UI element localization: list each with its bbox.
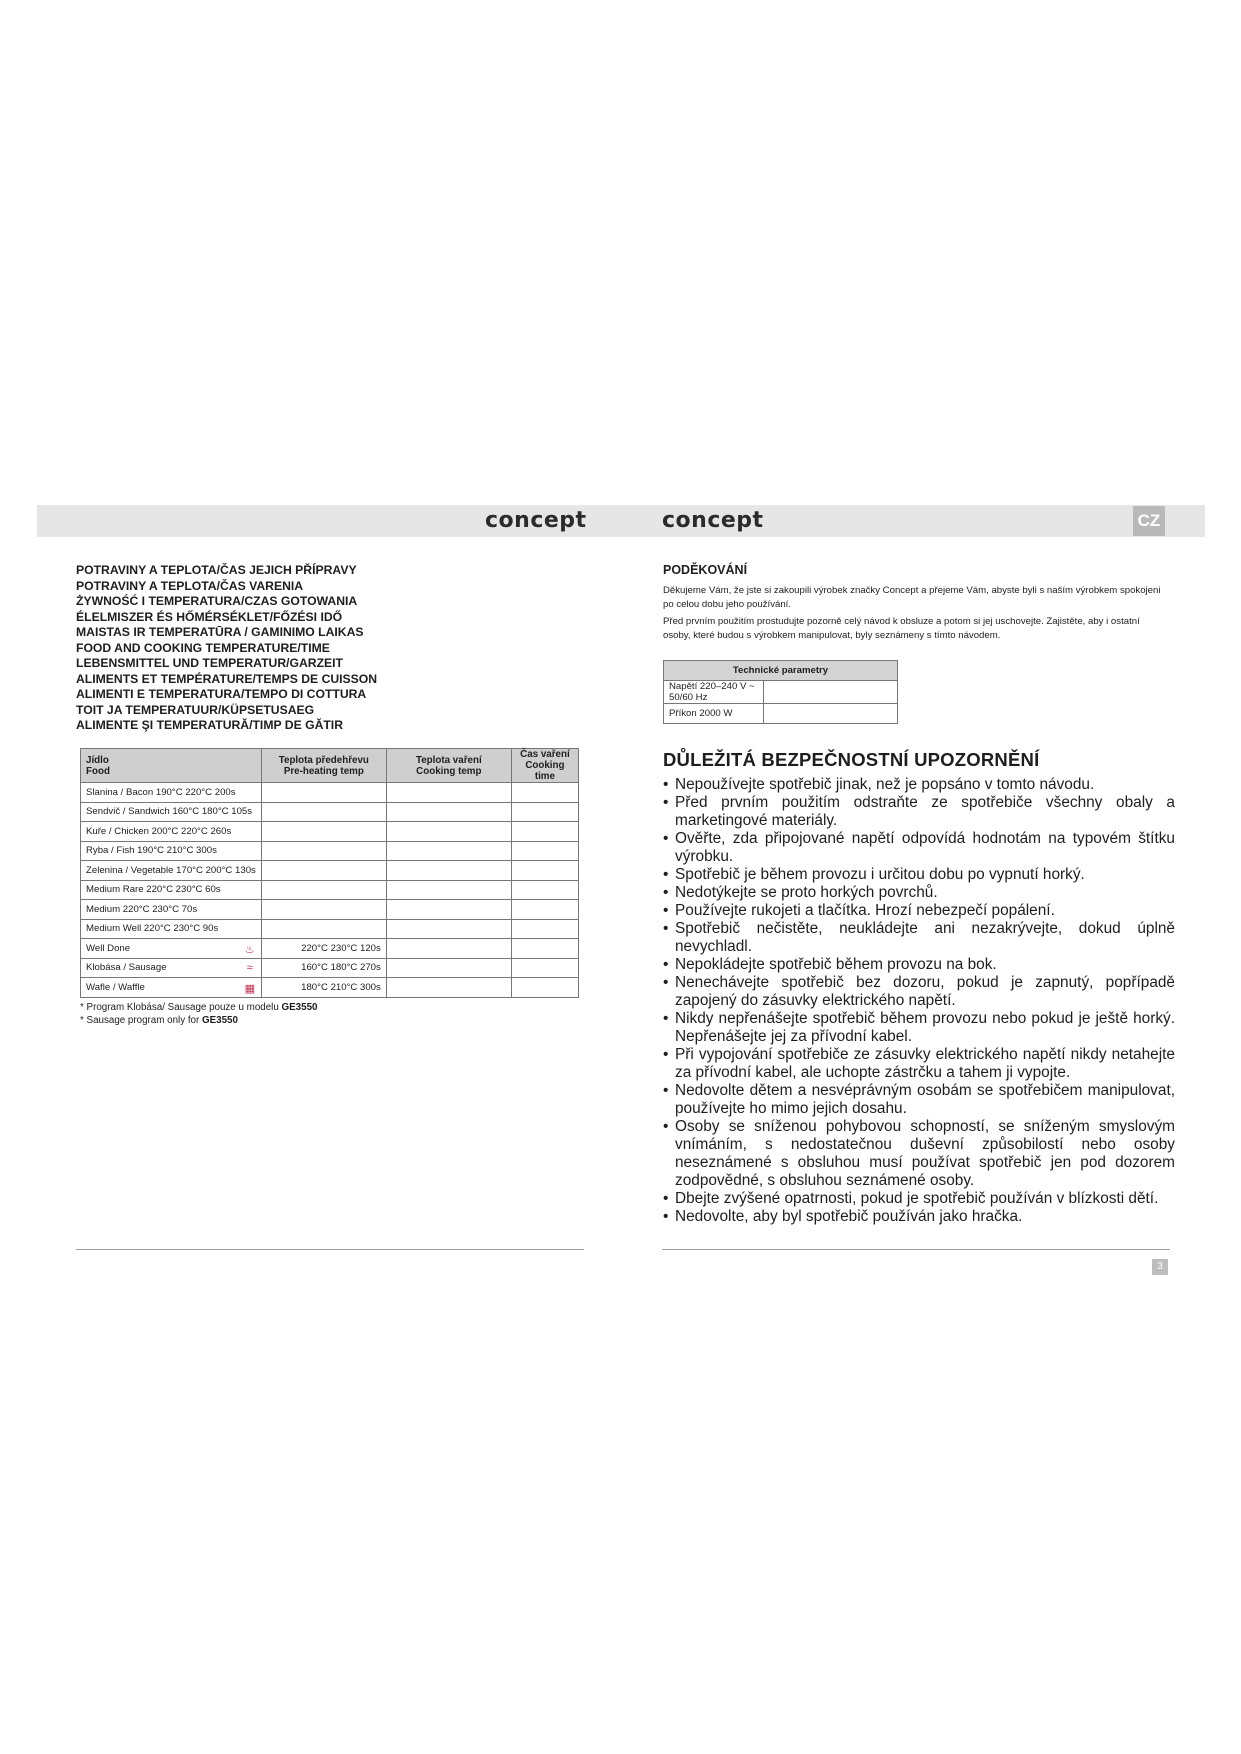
- header-cooking-temp: Teplota vaření Cooking temp: [386, 749, 511, 783]
- food-cell: Medium Well 220°C 230°C 90s: [81, 919, 262, 939]
- table-row: [81, 880, 579, 900]
- title-line: LEBENSMITTEL UND TEMPERATUR/GARZEIT: [76, 656, 343, 670]
- brand-logo-right: concept: [662, 508, 764, 533]
- preheat-cell: 180°C 210°C 300s: [261, 978, 386, 998]
- cooking-temp-cell: [386, 939, 511, 959]
- safety-item: • Nedovolte dětem a nesvéprávným osobám se spotřebičem manipulovat, používejte ho mimo jejich dosahu.: [663, 1082, 1175, 1118]
- cooking-temp-cell: [386, 783, 511, 803]
- table-row: [81, 978, 579, 998]
- preheat-cell: [261, 822, 386, 842]
- food-cell: Klobása / Sausage ≈: [81, 958, 262, 978]
- preheat-cell: [261, 783, 386, 803]
- params-label: Příkon 2000 W: [664, 704, 764, 724]
- header-preheat: Teplota předehřevu Pre-heating temp: [261, 749, 386, 783]
- cooking-temp-cell: [386, 978, 511, 998]
- cooking-time-cell: [511, 783, 578, 803]
- safety-item: • Při vypojování spotřebiče ze zásuvky elektrického napětí nikdy netahejte za přívodní kabel, ale uchopte zástrčku a tahem ji vypojte.: [663, 1046, 1175, 1082]
- cooking-time-cell: [511, 880, 578, 900]
- preheat-cell: [261, 880, 386, 900]
- thanks-paragraph: Děkujeme Vám, že jste si zakoupili výrobek značky Concept a přejeme Vám, abyste byli s naším výrobkem spokojeni po celou dobu jeho používání.: [663, 585, 1161, 610]
- thanks-text: [663, 584, 1168, 646]
- safety-item: • Nedovolte, aby byl spotřebič používán jako hračka.: [663, 1208, 1175, 1226]
- preheat-cell: [261, 861, 386, 881]
- safety-title: DŮLEŽITÁ BEZPEČNOSTNÍ UPOZORNĚNÍ: [663, 749, 1040, 770]
- cooking-table-header: [81, 749, 579, 783]
- table-row: [81, 861, 579, 881]
- title-line: ALIMENTI E TEMPERATURA/TEMPO DI COTTURA: [76, 687, 367, 701]
- footnote: * Sausage program only for GE3550: [80, 1015, 238, 1026]
- sausage-icon: ≈: [246, 962, 253, 975]
- cooking-time-cell: [511, 802, 578, 822]
- brand-logo-left: concept: [485, 508, 587, 533]
- params-row: [664, 704, 898, 724]
- cooking-time-cell: [511, 958, 578, 978]
- preheat-cell: 160°C 180°C 270s: [261, 958, 386, 978]
- safety-item: • Nepokládejte spotřebič během provozu na bok.: [663, 956, 1175, 974]
- title-line: POTRAVINY A TEPLOTA/ČAS JEJICH PŘÍPRAVY: [76, 563, 357, 577]
- title-line: TOIT JA TEMPERATUUR/KÜPSETUSAEG: [76, 702, 315, 717]
- preheat-cell: [261, 919, 386, 939]
- table-row: [81, 919, 579, 939]
- safety-item: • Spotřebič je během provozu i určitou dobu po vypnutí horký.: [663, 866, 1175, 884]
- page-number: 3: [1152, 1259, 1168, 1275]
- food-cell: Slanina / Bacon 190°C 220°C 200s: [81, 783, 262, 803]
- cooking-time-cell: [511, 861, 578, 881]
- table-row: [81, 822, 579, 842]
- cooking-time-cell: [511, 939, 578, 959]
- cooking-temp-cell: [386, 822, 511, 842]
- table-row: [81, 802, 579, 822]
- cooking-time-cell: [511, 822, 578, 842]
- technical-parameters-table: [663, 660, 898, 724]
- table-row: [81, 939, 579, 959]
- food-cell: Wafle / Waffle ▦: [81, 978, 262, 998]
- preheat-cell: 220°C 230°C 120s: [261, 939, 386, 959]
- safety-item: • Nedotýkejte se proto horkých povrchů.: [663, 884, 1175, 902]
- cooking-time-cell: [511, 919, 578, 939]
- header-food: Jídlo Food: [81, 749, 262, 783]
- food-cell: Sendvič / Sandwich 160°C 180°C 105s: [81, 802, 262, 822]
- title-line: POTRAVINY A TEPLOTA/ČAS VARENIA: [76, 578, 304, 593]
- preheat-cell: [261, 841, 386, 861]
- params-row: [664, 681, 898, 704]
- params-value: [764, 704, 898, 724]
- food-cell: Zelenina / Vegetable 170°C 200°C 130s: [81, 861, 262, 881]
- table-row: [81, 841, 579, 861]
- cooking-temp-cell: [386, 900, 511, 920]
- title-line: ÉLELMISZER ÉS HŐMÉRSÉKLET/FŐZÉSI IDŐ: [76, 609, 343, 624]
- table-row: [81, 783, 579, 803]
- food-cell: Well Done ♨: [81, 939, 262, 959]
- table-row: [81, 900, 579, 920]
- params-title: Technické parametry: [664, 661, 898, 681]
- preheat-cell: [261, 900, 386, 920]
- params-value: [764, 681, 898, 704]
- safety-item: • Před prvním použitím odstraňte ze spotřebiče všechny obaly a marketingové materiály.: [663, 794, 1175, 830]
- title-line: ŻYWNOŚĆ I TEMPERATURA/CZAS GOTOWANIA: [76, 594, 358, 608]
- food-cell: Kuře / Chicken 200°C 220°C 260s: [81, 822, 262, 842]
- language-badge: CZ: [1133, 506, 1165, 536]
- preheat-cell: [261, 802, 386, 822]
- cooking-temp-cell: [386, 802, 511, 822]
- waffle-icon: ▦: [244, 982, 256, 995]
- table-row: [81, 958, 579, 978]
- cooking-temp-cell: [386, 958, 511, 978]
- steak-icon: ♨: [244, 943, 255, 956]
- food-cell: Medium Rare 220°C 230°C 60s: [81, 880, 262, 900]
- safety-item: • Používejte rukojeti a tlačítka. Hrozí nebezpečí popálení.: [663, 902, 1175, 920]
- safety-item: • Ověřte, zda připojované napětí odpovídá hodnotám na typovém štítku výrobku.: [663, 830, 1175, 866]
- safety-item: • Dbejte zvýšené opatrnosti, pokud je spotřebič používán v blízkosti dětí.: [663, 1190, 1175, 1208]
- footnote: * Program Klobása/ Sausage pouze u modelu GE3550: [80, 1002, 318, 1013]
- food-temperature-titles: [76, 563, 377, 734]
- safety-item: • Nikdy nepřenášejte spotřebič během provozu nebo pokud je ještě horký. Nepřenášejte jej za přívodní kabel.: [663, 1010, 1175, 1046]
- cooking-temp-cell: [386, 919, 511, 939]
- food-cell: Ryba / Fish 190°C 210°C 300s: [81, 841, 262, 861]
- safety-item: • Nenechávejte spotřebič bez dozoru, pokud je zapnutý, popřípadě zapojený do zásuvky elektrického napětí.: [663, 974, 1175, 1010]
- safety-item: • Osoby se sníženou pohybovou schopností, se sníženým smyslovým vnímáním, s nedostatečnou duševní způsobilostí nebo osoby neseznámené s obsluhou musí používat spotřebič jen pod dozorem zodpovědné, s obsluhou seznámené osoby.: [663, 1118, 1175, 1190]
- food-cell: Medium 220°C 230°C 70s: [81, 900, 262, 920]
- divider-left: [76, 1249, 584, 1250]
- header-cooking-time: Čas vaření Cooking time: [511, 749, 578, 783]
- safety-item: • Spotřebič nečistěte, neukládejte ani nezakrývejte, dokud úplně nevychladl.: [663, 920, 1175, 956]
- cooking-temp-cell: [386, 841, 511, 861]
- safety-item: • Nepoužívejte spotřebič jinak, než je popsáno v tomto návodu.: [663, 776, 1175, 794]
- cooking-table: [80, 748, 579, 998]
- cooking-time-cell: [511, 900, 578, 920]
- thanks-title: PODĚKOVÁNÍ: [663, 563, 748, 577]
- cooking-time-cell: [511, 841, 578, 861]
- divider-right: [662, 1249, 1170, 1250]
- cooking-temp-cell: [386, 861, 511, 881]
- title-line: ALIMENTS ET TEMPÉRATURE/TEMPS DE CUISSON: [76, 671, 378, 686]
- footnotes: [80, 1001, 317, 1027]
- header-bar: [37, 505, 1205, 537]
- safety-list: [663, 776, 1175, 1226]
- cooking-temp-cell: [386, 880, 511, 900]
- title-line: MAISTAS IR TEMPERATŪRA / GAMINIMO LAIKAS: [76, 625, 364, 639]
- title-line: FOOD AND COOKING TEMPERATURE/TIME: [76, 640, 330, 655]
- cooking-time-cell: [511, 978, 578, 998]
- params-label: Napětí 220–240 V ~ 50/60 Hz: [664, 681, 764, 704]
- title-line: ALIMENTE ŞI TEMPERATURĂ/TIMP DE GĂTIR: [76, 718, 343, 732]
- thanks-paragraph: Před prvním použitím prostudujte pozorně celý návod k obsluze a potom si jej uschovejte. Zajistěte, aby i ostatní osoby, které budou s výrobkem manipulovat, byly seznámeny s tímto návodem.: [663, 616, 1140, 641]
